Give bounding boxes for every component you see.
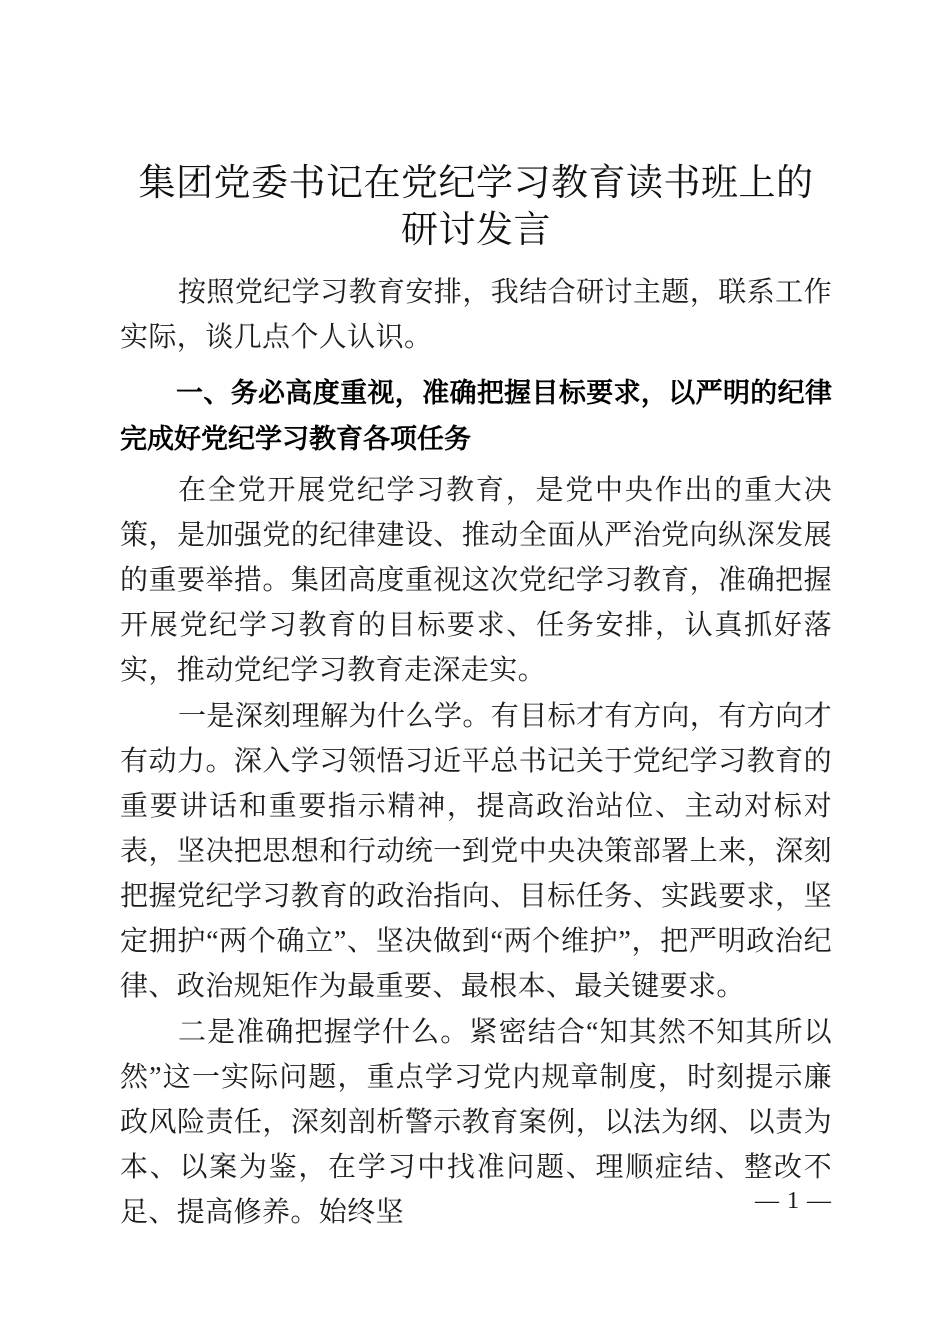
- document-content: [120, 160, 832, 1235]
- paragraph-body-3: 二是准确把握学什么。紧密结合“知其然不知其所以然”这一实际问题，重点学习党内规章制度，时刻提示廉政风险责任，深刻剖析警示教育案例，以法为纲、以责为本、以案为鉴，在学习中找准问题、理顺症结、整改不足、提高修养。始终坚: [120, 1017, 832, 1228]
- paragraph-intro: 按照党纪学习教育安排，我结合研讨主题，联系工作实际，谈几点个人认识。: [120, 277, 832, 353]
- section-heading-one: 一、务必高度重视，准确把握目标要求，以严明的纪律完成好党纪学习教育各项任务: [120, 378, 832, 454]
- page-number: — 1 —: [755, 1188, 832, 1214]
- paragraph-body-1: 在全党开展党纪学习教育，是党中央作出的重大决策，是加强党的纪律建设、推动全面从严治党向纵深发展的重要举措。集团高度重视这次党纪学习教育，准确把握开展党纪学习教育的目标要求、任务安排，认真抓好落实，推动党纪学习教育走深走实。: [120, 475, 832, 686]
- paragraph-body-2: 一是深刻理解为什么学。有目标才有方向，有方向才有动力。深入学习领悟习近平总书记关于党纪学习教育的重要讲话和重要指示精神，提高政治站位、主动对标对表，坚决把思想和行动统一到党中央决策部署上来，深刻把握党纪学习教育的政治指向、目标任务、实践要求，坚定拥护“两个确立”、坚决做到“两个维护”，把严明政治纪律、政治规矩作为最重要、最根本、最关键要求。: [120, 701, 832, 1002]
- page-title: 集团党委书记在党纪学习教育读书班上的研讨发言: [138, 163, 814, 251]
